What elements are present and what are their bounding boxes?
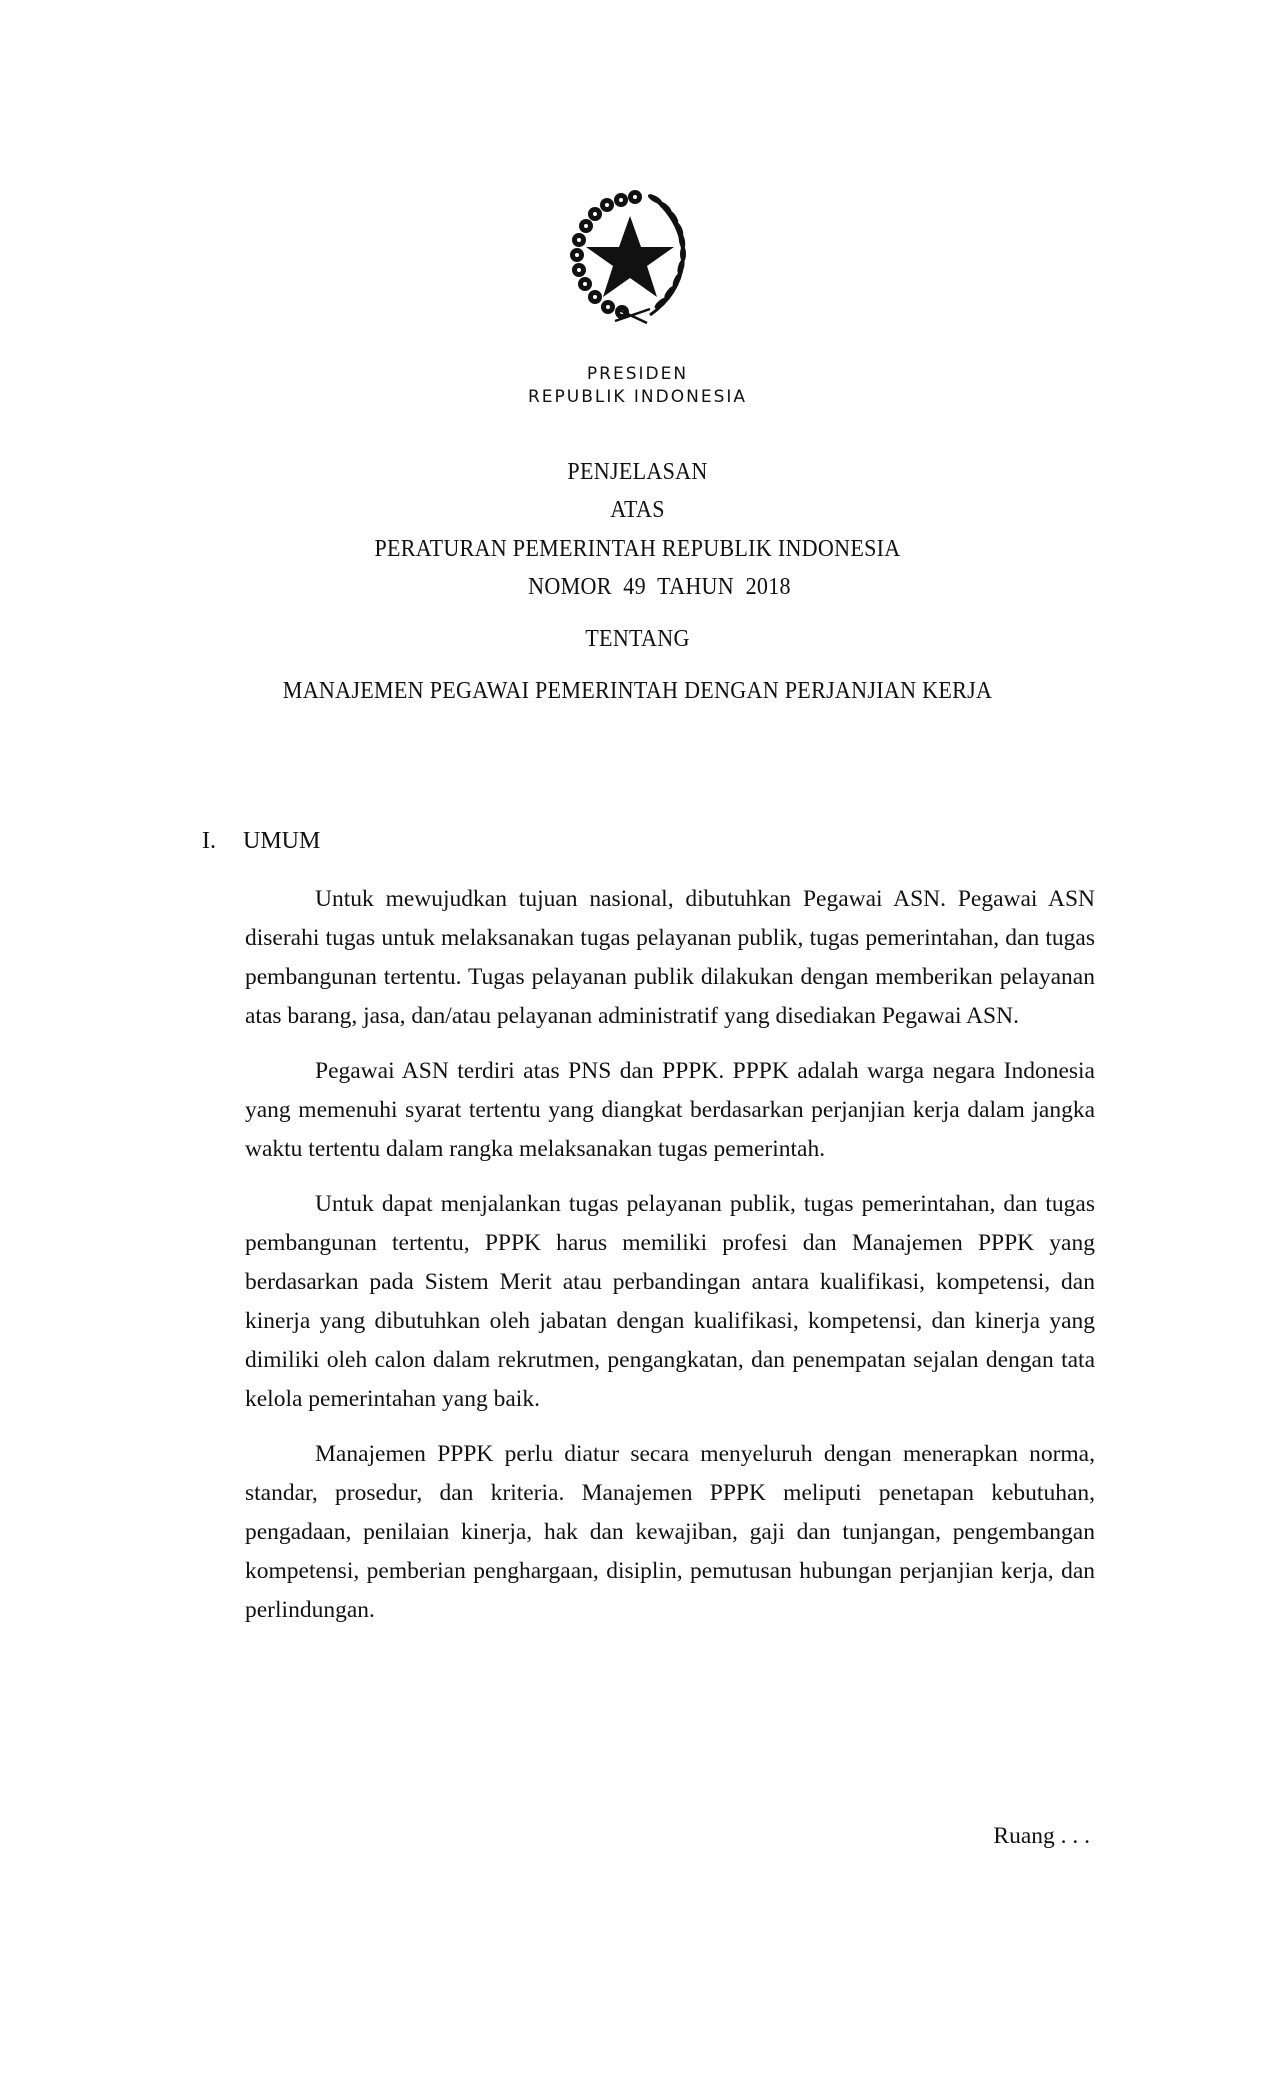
doc-title-line-1: PENJELASAN [567, 459, 708, 485]
section-heading: UMUM [243, 828, 321, 854]
letterhead-republic: REPUBLIK INDONESIA [527, 387, 748, 407]
paragraph-4: Manajemen PPPK perlu diatur secara menyeluruh dengan menerapkan norma, standar, prosedur, dan kriteria. Manajemen PPPK meliputi penetapan kebutuhan, pengadaan, penilaian kinerja, hak dan kewajiban, gaji dan tunjangan, pengembangan kompetensi, pemberian penghargaan, disiplin, pemutusan hubungan perjanjian kerja, dan perlindungan. [245, 1441, 1095, 1623]
doc-subject: MANAJEMEN PEGAWAI PEMERINTAH DENGAN PERJANJIAN KERJA [282, 678, 993, 704]
doc-title-line-3: PERATURAN PEMERINTAH REPUBLIK INDONESIA [374, 536, 901, 562]
section-body [245, 880, 1095, 1630]
letterhead-president: PRESIDEN [586, 364, 689, 384]
presidential-seal-icon [555, 183, 705, 333]
doc-title-tentang: TENTANG [585, 626, 690, 652]
doc-title-line-2: ATAS [610, 497, 665, 523]
paragraph-2: Pegawai ASN terdiri atas PNS dan PPPK. PPPK adalah warga negara Indonesia yang memenuhi syarat tertentu yang diangkat berdasarkan perjanjian kerja dalam jangka waktu tertentu dalam rangka melaksanakan tugas pemerintah. [245, 1058, 1095, 1162]
section-number: I. [202, 828, 216, 854]
paragraph-3: Untuk dapat menjalankan tugas pelayanan publik, tugas pemerintahan, dan tugas pembangunan tertentu, PPPK harus memiliki profesi dan Manajemen PPPK yang berdasarkan pada Sistem Merit atau perbandingan antara kualifikasi, kompetensi, dan kinerja yang dibutuhkan oleh jabatan dengan kualifikasi, kompetensi, dan kinerja yang dimiliki oleh calon dalam rekrutmen, pengangkatan, dan penempatan sejalan dengan tata kelola pemerintahan yang baik. [245, 1191, 1095, 1412]
page-continuation: Ruang . . . [993, 1823, 1090, 1849]
doc-title-number: NOMOR 49 TAHUN 2018 [528, 574, 791, 600]
paragraph-1: Untuk mewujudkan tujuan nasional, dibutuhkan Pegawai ASN. Pegawai ASN diserahi tugas untuk melaksanakan tugas pelayanan publik, tugas pemerintahan, dan tugas pembangunan tertentu. Tugas pelayanan publik dilakukan dengan memberikan pelayanan atas barang, jasa, dan/atau pelayanan administratif yang disediakan Pegawai ASN. [245, 886, 1095, 1029]
